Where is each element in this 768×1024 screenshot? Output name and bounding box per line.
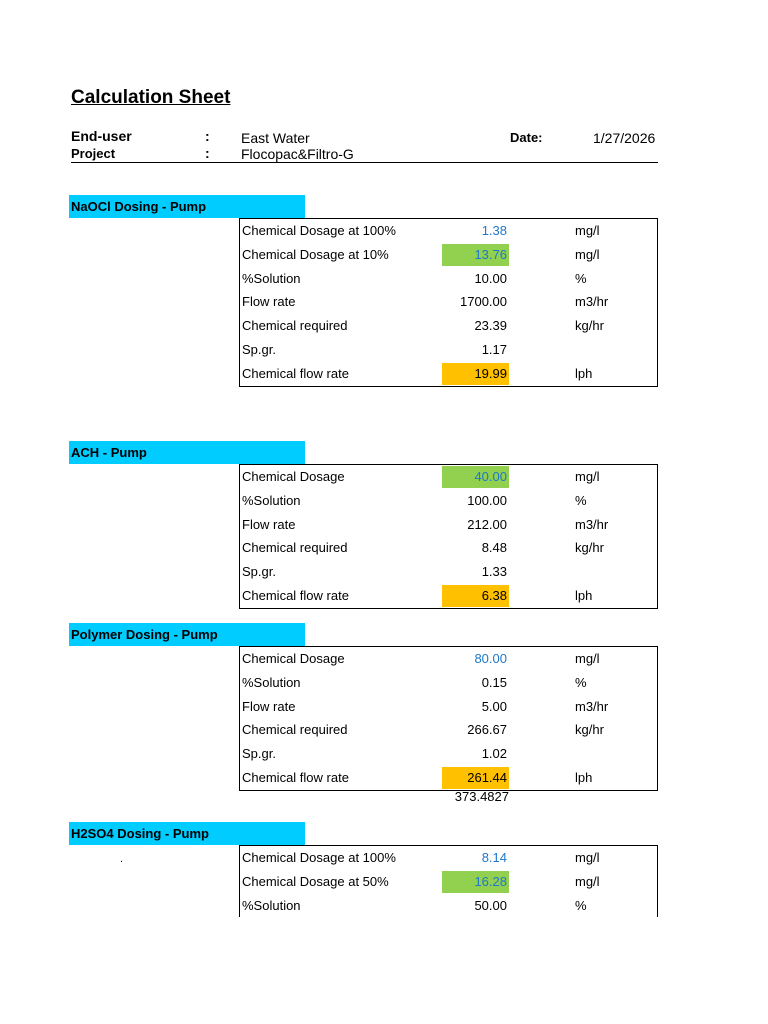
table-row [240,718,657,742]
row-value[interactable]: 23.39 [474,318,507,334]
row-unit: mg/l [575,246,600,262]
table-row [240,766,657,790]
row-value[interactable]: 1700.00 [460,294,507,310]
table-row [240,362,657,386]
row-unit: % [575,897,587,913]
header-divider [71,162,658,163]
enduser-value: East Water [241,130,310,146]
row-value[interactable]: 266.67 [467,722,507,738]
table-row [240,513,657,537]
row-label: Chemical Dosage [242,651,345,666]
row-unit: mg/l [575,223,600,238]
project-value: Flocopac&Filtro-G [241,146,354,162]
row-label: Chemical Dosage at 10% [242,246,389,262]
row-label: Flow rate [242,516,296,532]
row-unit: % [575,674,587,690]
project-label: Project [71,146,116,161]
row-value[interactable]: 1.17 [481,341,507,357]
table-row [240,243,657,267]
table-row [240,267,657,291]
polymer-table [239,646,658,791]
project-colon: : [205,145,210,161]
table-row [240,671,657,695]
table-row [240,290,657,314]
table-row [240,647,657,671]
table-row [240,489,657,513]
sheet-title: Calculation Sheet [71,87,231,108]
row-value-result[interactable]: 19.99 [442,363,509,385]
row-label: Chemical Dosage at 100% [242,223,396,238]
row-value[interactable]: 5.00 [481,698,507,714]
row-value[interactable]: 212.00 [467,516,507,532]
row-unit: lph [575,365,593,381]
row-label: %Solution [242,674,301,690]
row-label: %Solution [242,270,301,286]
table-row [240,536,657,560]
row-unit: kg/hr [575,540,604,556]
table-row [240,584,657,608]
row-value-result[interactable]: 261.44 [442,767,509,789]
row-label: Chemical Dosage [242,469,345,484]
row-unit: % [575,270,587,286]
naocl-table [239,218,658,387]
row-label: Flow rate [242,294,296,310]
row-value[interactable]: 50.00 [474,897,507,913]
row-label: Flow rate [242,698,296,714]
row-value[interactable]: 8.48 [481,540,507,556]
row-value[interactable]: 100.00 [467,492,507,508]
row-value-input[interactable]: 80.00 [474,651,507,666]
stray-dot: . [120,853,124,865]
row-label: Chemical required [242,318,348,334]
enduser-label: End-user [71,128,132,144]
row-unit: m3/hr [575,516,609,532]
row-label: Chemical flow rate [242,769,349,785]
row-label: Sp.gr. [242,341,276,357]
row-unit: % [575,492,587,508]
row-value[interactable]: 10.00 [474,270,507,286]
row-label: Chemical flow rate [242,365,349,381]
row-value-highlight[interactable]: 40.00 [442,466,509,488]
table-row [240,894,657,918]
row-unit: mg/l [575,469,600,484]
row-label: Chemical required [242,540,348,556]
row-unit: lph [575,769,593,785]
row-unit: mg/l [575,651,600,666]
row-value-highlight[interactable]: 16.28 [442,871,509,893]
section-title-naocl: NaOCl Dosing - Pump [69,195,305,218]
table-row [240,465,657,489]
table-row [240,219,657,243]
row-unit: mg/l [575,873,600,889]
table-row [240,846,657,870]
row-unit: mg/l [575,850,600,865]
h2so4-table [239,845,658,917]
row-value[interactable]: 1.02 [481,746,507,762]
row-label: %Solution [242,492,301,508]
row-value[interactable]: 1.33 [481,564,507,580]
row-label: Chemical required [242,722,348,738]
row-unit: m3/hr [575,698,609,714]
row-unit: kg/hr [575,318,604,334]
row-value[interactable]: 0.15 [481,674,507,690]
table-row [240,338,657,362]
polymer-note-value[interactable]: 373.4827 [454,789,509,804]
ach-table [239,464,658,609]
table-row [240,742,657,766]
table-row [240,695,657,719]
row-label: Sp.gr. [242,746,276,762]
row-label: Chemical Dosage at 50% [242,873,389,889]
section-title-polymer: Polymer Dosing - Pump [69,623,305,646]
date-value: 1/27/2026 [593,130,656,146]
row-label: %Solution [242,897,301,913]
date-label: Date: [510,130,543,145]
row-unit: m3/hr [575,294,609,310]
table-row [240,560,657,584]
row-value-result[interactable]: 6.38 [442,585,509,607]
row-unit: kg/hr [575,722,604,738]
row-value-input[interactable]: 8.14 [481,850,507,865]
section-title-ach: ACH - Pump [69,441,305,464]
row-label: Chemical Dosage at 100% [242,850,396,865]
section-title-h2so4: H2SO4 Dosing - Pump [69,822,305,845]
row-label: Sp.gr. [242,564,276,580]
row-value-highlight[interactable]: 13.76 [442,244,509,266]
enduser-colon: : [205,128,210,144]
table-row [240,314,657,338]
row-value-input[interactable]: 1.38 [481,223,507,238]
row-label: Chemical flow rate [242,587,349,603]
table-row [240,870,657,894]
row-unit: lph [575,587,593,603]
